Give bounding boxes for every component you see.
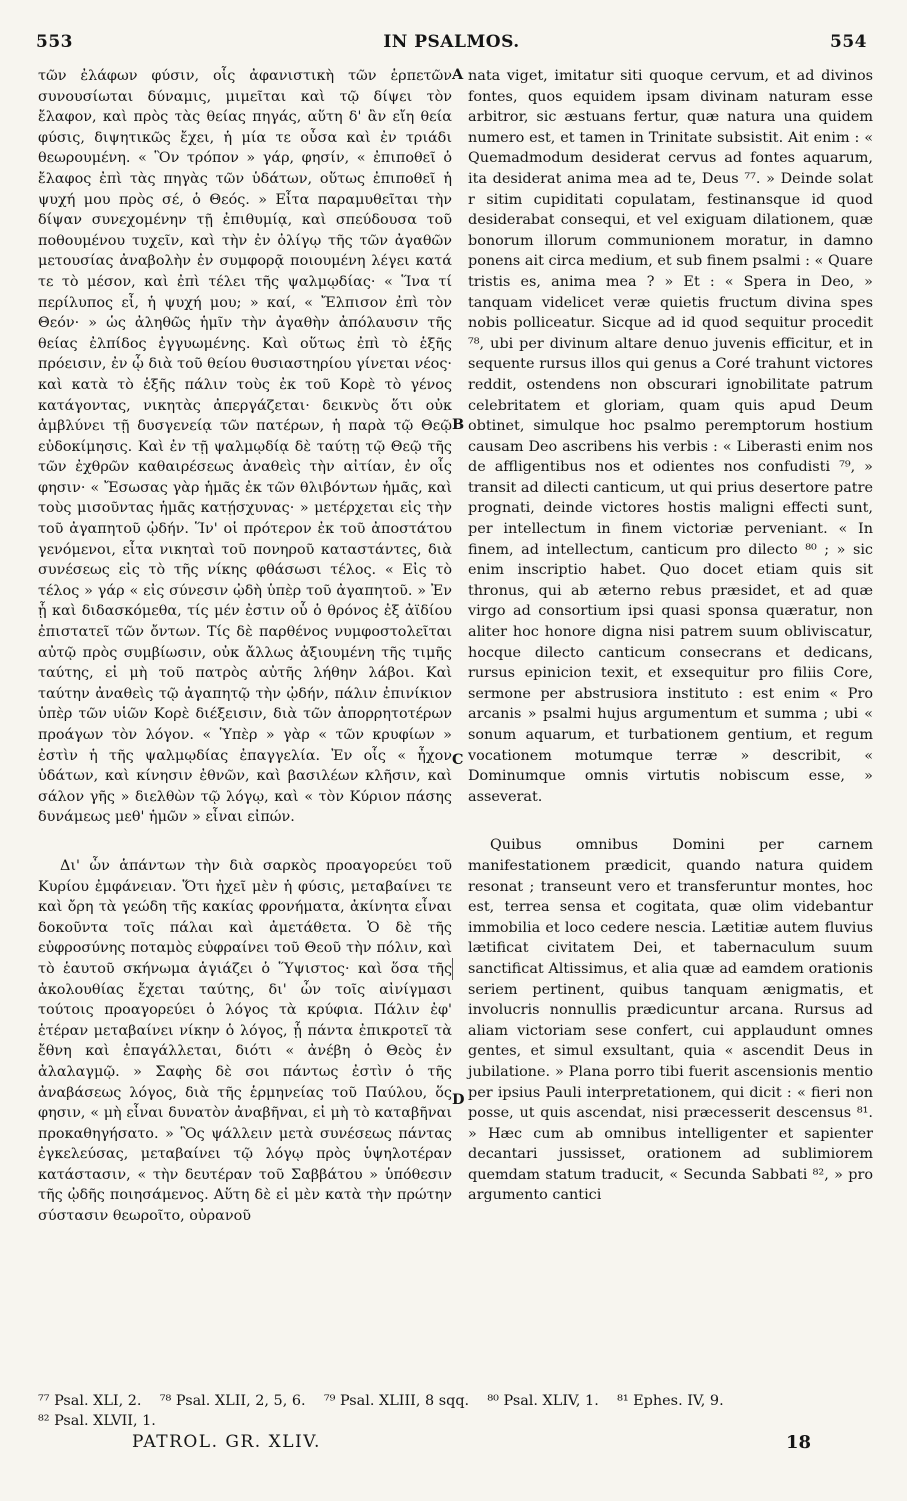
footnotes — [38, 1391, 871, 1431]
margin-marker-a: A — [452, 66, 464, 83]
footer-number: 18 — [786, 1432, 812, 1453]
margin-marker-b: B — [452, 416, 465, 433]
running-title: IN PSALMOS. — [383, 32, 520, 52]
margin-marker-c: C — [452, 751, 464, 768]
column-separator — [452, 958, 453, 980]
latin-column — [468, 66, 873, 1206]
page-number-right: 554 — [830, 32, 867, 52]
running-header — [36, 32, 867, 56]
page-footer — [0, 1432, 907, 1458]
footer-signature: PATROL. GR. XLIV. — [132, 1432, 321, 1452]
greek-paragraph-2: Δι' ὧν ἁπάντων τὴν διὰ σαρκὸς προαγορεύει τοῦ Κυρίου ἐμφάνειαν. Ὅτι ἠχεῖ μὲν ἡ φύσις, μεταβαίνει τε καὶ ὄρη τὰ γεώδη τῆς κακίας φρονήματα, ἀκίνητα εἶναι δοκοῦντα τοῖς πάλαι καὶ ἀμετάθετα. Ὁ δὲ τῆς εὐφροσύνης ποταμὸς εὐφραίνει τοῦ Θεοῦ τὴν πόλιν, καὶ τὸ ἑαυτοῦ σκήνωμα ἁγιάζει ὁ Ὕψιστος· καὶ ὅσα τῆς ἀκολουθίας ἔχεται ταύτης, δι' ὧν τοῖς αἰνίγμασι τούτοις προαγορεύει ὁ λόγος τὰ κρύφια. Πάλιν ἐφ' ἑτέραν μεταβαίνει νίκην ὁ λόγος, ᾗ πάντα ἐπικροτεῖ τὰ ἔθνη καὶ ἐπαγάλλεται, διότι « ἀνέβη ὁ Θεὸς ἐν ἀλαλαγμῷ. » Σαφὴς δὲ σοι πάντως ἐστὶν ὁ τῆς ἀναβάσεως λόγος, διὰ τῆς ἑρμηνείας τοῦ Παύλου, ὅς φησιν, « μὴ εἶναι δυνατὸν ἀναβῆναι, εἰ μὴ τὸ καταβῆναι προκαθηγήσατο. » Ὃς ψάλλειν μετὰ συνέσεως πάντας ἐγκελεύσας, μεταβαίνει τῷ λόγῳ πρὸς ὑψηλοτέραν κατάστασιν, « τὴν δευτέραν τοῦ Σαββάτου » ὑπόθεσιν τῆς ᾠδῆς ποιησάμενος. Αὕτη δὲ εἰ μὲν κατὰ τὴν πρώτην σύστασιν θεωροῖτο, οὐρανοῦ — [38, 857, 452, 1225]
margin-marker-d: D — [452, 1091, 465, 1108]
latin-paragraph-2: Quibus omnibus Domini per carnem manifestationem prædicit, quando natura quidem resonat ; transeunt vero et transferuntur montes, hoc est, terrea sensa et cogitata, quæ olim videbantur immobilia et loco cedere nescia. Lætitiæ autem fluvius lætificat civitatem Dei, et tabernaculum suum sanctificat Altissimus, et alia quæ ad eamdem orationis seriem pertinent, quibus tanquam ænigmatis, et involucris nonnullis prædicuntur arcana. Rursus ad aliam victoriam sese confert, cui applaudunt omnes gentes, et simul exsultant, quia « ascendit Deus in jubilatione. » Plana porro tibi fuerit ascensionis mentio per ipsius Pauli interpretationem, qui dicit : « fieri non posse, ut quis ascendat, nisi præcesserit descensus ⁸¹. » Hæc cum ab omnibus intelligenter et sapienter decantari jussisset, orationem ad sublimiorem quemdam statum traducit, « Secunda Sabbati ⁸², » pro argumento cantici — [468, 837, 873, 1204]
footnote-line-2: ⁸² Psal. XLVII, 1. — [38, 1413, 156, 1429]
greek-paragraph-1: τῶν ἐλάφων φύσιν, οἷς ἀφανιστικὴ τῶν ἑρπετῶν συνουσίωται δύναμις, μιμεῖται καὶ τῷ δίψει τὸν ἔλαφον, καὶ πρὸς τὰς θείας πηγάς, αὕτη δ' ἂν εἴη θεία φύσις, διψητικῶς ἔχει, ἡ μία τε οὖσα καὶ ἐν τριάδι θεωρουμένη. « Ὃν τρόπον » γάρ, φησίν, « ἐπιποθεῖ ὁ ἔλαφος ἐπὶ τὰς πηγὰς τῶν ὑδάτων, οὕτως ἐπιποθεῖ ἡ ψυχή μου πρὸς σέ, ὁ Θεός. » Εἶτα παραμυθεῖται τὴν δίψαν συνεχομένην τῇ ἐπιθυμίᾳ, καὶ σπεύδουσα τοῦ ποθουμένου τυχεῖν, καὶ τὴν ἐν ὀλίγῳ τῆς τῶν ἀγαθῶν μετουσίας ἀναβολὴν ἐν συμφορᾷ ποιουμένη λέγει κατά τε τὸ μέσον, καὶ ἐπὶ τέλει τῆς ψαλμῳδίας· « Ἵνα τί περίλυπος εἶ, ἡ ψυχή μου; » καί, « Ἔλπισον ἐπὶ τὸν Θεόν· » ὡς ἀληθῶς ἡμῖν τὴν ἀγαθὴν ἀπόλαυσιν τῆς θείας ἐλπίδος ἐγγυωμένης. Καὶ οὕτως ἐπὶ τὸ ἑξῆς πρόεισιν, ἐν ᾧ διὰ τοῦ θείου θυσιαστηρίου γίνεται νέος· καὶ κατὰ τὸ ἑξῆς πάλιν τοὺς ἐκ τοῦ Κορὲ τὸ γένος κατάγοντας, νικητὰς ἀπεργάζεται· δεικνὺς ὅτι οὐκ ἀμβλύνει τῇ δυσγενείᾳ τῶν πατέρων, ἡ παρὰ τῷ Θεῷ εὐδοκίμησις. Καὶ ἐν τῇ ψαλμῳδίᾳ δὲ ταύτῃ τῷ Θεῷ τῆς τῶν ἐχθρῶν καθαιρέσεως ἀναθεὶς τὴν αἰτίαν, ἐν οἷς φησιν· « Ἔσωσας γὰρ ἡμᾶς ἐκ τῶν θλιβόντων ἡμᾶς, καὶ τοὺς μισοῦντας ἡμᾶς κατῄσχυνας· » μετέρχεται εἰς τὴν τοῦ ἀγαπητοῦ ᾠδήν. Ἵν' οἱ πρότερον ἐκ τοῦ ἀποστάτου γενόμενοι, εἶτα νικηταὶ τοῦ πονηροῦ καταστάντες, διὰ συνέσεως εἰς τὸ τῆς νίκης φθάσωσι τέλος. « Εἰς τὸ τέλος » γάρ « εἰς σύνεσιν ᾠδὴ ὑπὲρ τοῦ ἀγαπητοῦ. » Ἐν ᾗ καὶ διδασκόμεθα, τίς μέν ἐστιν οὗ ὁ θρόνος ἐξ ἀϊδίου ἐπιστατεῖ τῶν ὄντων. Τίς δὲ παρθένος νυμφοστολεῖται αὐτῷ πρὸς συμβίωσιν, οὐκ ἄλλως ἀξιουμένη τῆς τιμῆς ταύτης, εἰ μὴ τοῦ πατρὸς αὐτῆς λήθην λάβοι. Καὶ ταύτην ἀναθεὶς τῷ ἀγαπητῷ τὴν ᾠδήν, πάλιν ἐπινίκιον ὑπὲρ τῶν υἱῶν Κορὲ διέξεισιν, διὰ τῶν ἀπορρητοτέρων προάγων τὸν λόγον. « Ὑπὲρ » γὰρ « τῶν κρυφίων » ἐστὶν ἡ τῆς ψαλμῳδίας ἐπαγγελία. Ἐν οἷς « ἦχον ὑδάτων, καὶ κίνησιν ἐθνῶν, καὶ βασιλέων κλῆσιν, καὶ σάλον γῆς » διελθὼν τῷ λόγῳ, καὶ « τὸν Κύριον πάσης δυνάμεως μεθ' ἡμῶν » εἶναι εἰπών. — [38, 68, 452, 826]
latin-paragraph-1: nata viget, imitatur siti quoque cervum, et ad divinos fontes, quos equidem ipsam divinam naturam esse arbitror, sic æstuans fertur, quæ natura una quidem numero est, et tamen in Trinitate subsistit. Ait enim : « Quemadmodum desiderat cervus ad fontes aquarum, ita desiderat anima mea ad te, Deus ⁷⁷. » Deinde solat r sitim cupiditati copulatam, festinansque id quod desiderabat consequi, et vel exiguam dilationem, quæ bonorum illorum communionem moratur, in damno ponens ait circa medium, et sub finem psalmi : « Quare tristis es, anima mea ? » Et : « Spera in Deo, » tanquam videlicet veræ quietis fructum divina spes nobis polliceatur. Sicque ad id quod sequitur procedit ⁷⁸, ubi per divinum altare denuo juvenis efficitur, et in sequente rursus illos qui genus a Coré trahunt victores reddit, ostendens non obscurari ignobilitate patrum celebritatem et gloriam, quam quis apud Deum obtinet, simulque hoc psalmo peremptorum hostium causam Deo ascribens his verbis : « Liberasti enim nos de affligentibus nos et odientes nos confudisti ⁷⁹, » transit ad dilecti canticum, ut qui prius desertore patre prognati, deinde victores hostis maligni effecti sunt, per intellectum in finem victoriæ perveniant. « In finem, ad intellectum, canticum pro dilecto ⁸⁰ ; » sic enim inscriptio habet. Quo docet etiam quis sit thronus, qui ab æterno rebus præsidet, et ad quæ virgo ad consortium ipsi quasi sponsa quæratur, non aliter hoc honore digna nisi patrem suum obliviscatur, hocque dilecto canticum consecrans et dedicans, rursus epinicion texit, et exsequitur pro filiis Core, sermone per abstrusiora instituto : est enim « Pro arcanis » psalmi hujus argumentum et summa ; ubi « sonum aquarum, et turbationem gentium, et regum vocationem motumque terræ » describit, « Dominumque omnis virtutis nobiscum esse, » asseverat. — [468, 68, 873, 805]
page-number-left: 553 — [36, 32, 73, 52]
greek-column — [38, 66, 452, 1227]
footnote-line-1: ⁷⁷ Psal. XLI, 2. ⁷⁸ Psal. XLII, 2, 5, 6. ⁷⁹ Psal. XLIII, 8 sqq. ⁸⁰ Psal. XLIV, 1. ⁸¹ Ephes. IV, 9. — [38, 1393, 724, 1409]
